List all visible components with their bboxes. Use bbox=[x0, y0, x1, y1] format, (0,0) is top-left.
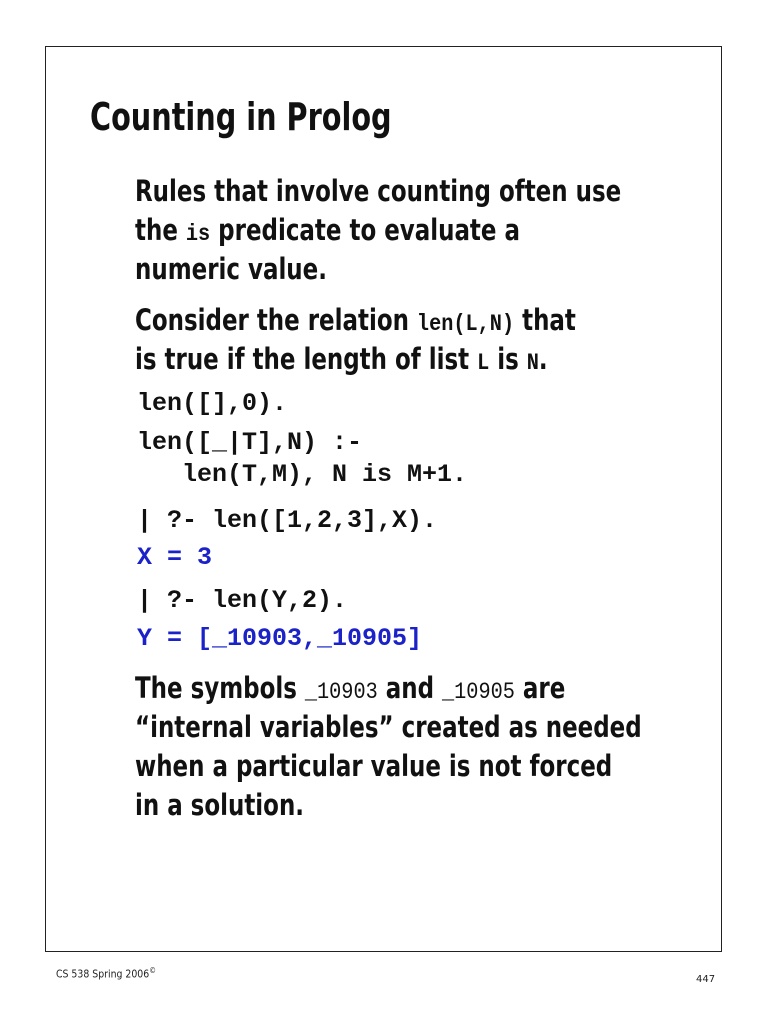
para2-line1 bbox=[135, 301, 576, 344]
para1-line2-text-b: predicate to evaluate a bbox=[210, 213, 520, 247]
code-fact: len([],0). bbox=[137, 389, 288, 418]
code-rule-head: len([_|T],N) :- bbox=[137, 428, 363, 457]
para3-line2: “internal variables” created as needed bbox=[135, 710, 642, 744]
code-query1: | ?- len([1,2,3],X). bbox=[137, 506, 438, 535]
slide-title: Counting in Prolog bbox=[90, 95, 392, 139]
para3-line1-text-c: are bbox=[514, 671, 566, 705]
inline-code-is: is bbox=[185, 221, 211, 247]
page-number: 447 bbox=[696, 974, 716, 985]
code-answer1: X = 3 bbox=[137, 543, 213, 572]
inline-code-l: L bbox=[477, 350, 490, 376]
copyright-symbol: © bbox=[149, 966, 156, 975]
para2-line1-text-a: Consider the relation bbox=[135, 303, 417, 337]
para3-line1 bbox=[135, 669, 565, 712]
para1-line2-text-a: the bbox=[135, 213, 186, 247]
para3-line1-text-b: and bbox=[377, 671, 443, 705]
para3-line3: when a particular value is not forced bbox=[135, 749, 613, 783]
code-answer2: Y = [_10903,_10905] bbox=[137, 624, 423, 653]
inline-code-var1: _10903 bbox=[304, 679, 378, 705]
para3-line4: in a solution. bbox=[135, 788, 305, 822]
para1-line3: numeric value. bbox=[135, 252, 327, 286]
para2-line2-text-c: . bbox=[538, 342, 548, 376]
footer-course-text: CS 538 Spring 2006 bbox=[56, 967, 150, 981]
para1-line1: Rules that involve counting often use bbox=[135, 174, 622, 208]
para2-line2-text-b: is bbox=[489, 342, 527, 376]
para2-line2 bbox=[135, 340, 548, 383]
code-rule-body: len(T,M), N is M+1. bbox=[137, 460, 468, 489]
inline-code-len: len(L,N) bbox=[416, 311, 515, 337]
para3-line1-text-a: The symbols bbox=[135, 671, 305, 705]
inline-code-n: N bbox=[526, 350, 539, 376]
code-query2: | ?- len(Y,2). bbox=[137, 586, 348, 615]
footer-course bbox=[56, 966, 156, 981]
para2-line2-text-a: is true if the length of list bbox=[135, 342, 478, 376]
para2-line1-text-b: that bbox=[514, 303, 576, 337]
para1-line2 bbox=[135, 211, 520, 254]
inline-code-var2: _10905 bbox=[442, 679, 515, 705]
